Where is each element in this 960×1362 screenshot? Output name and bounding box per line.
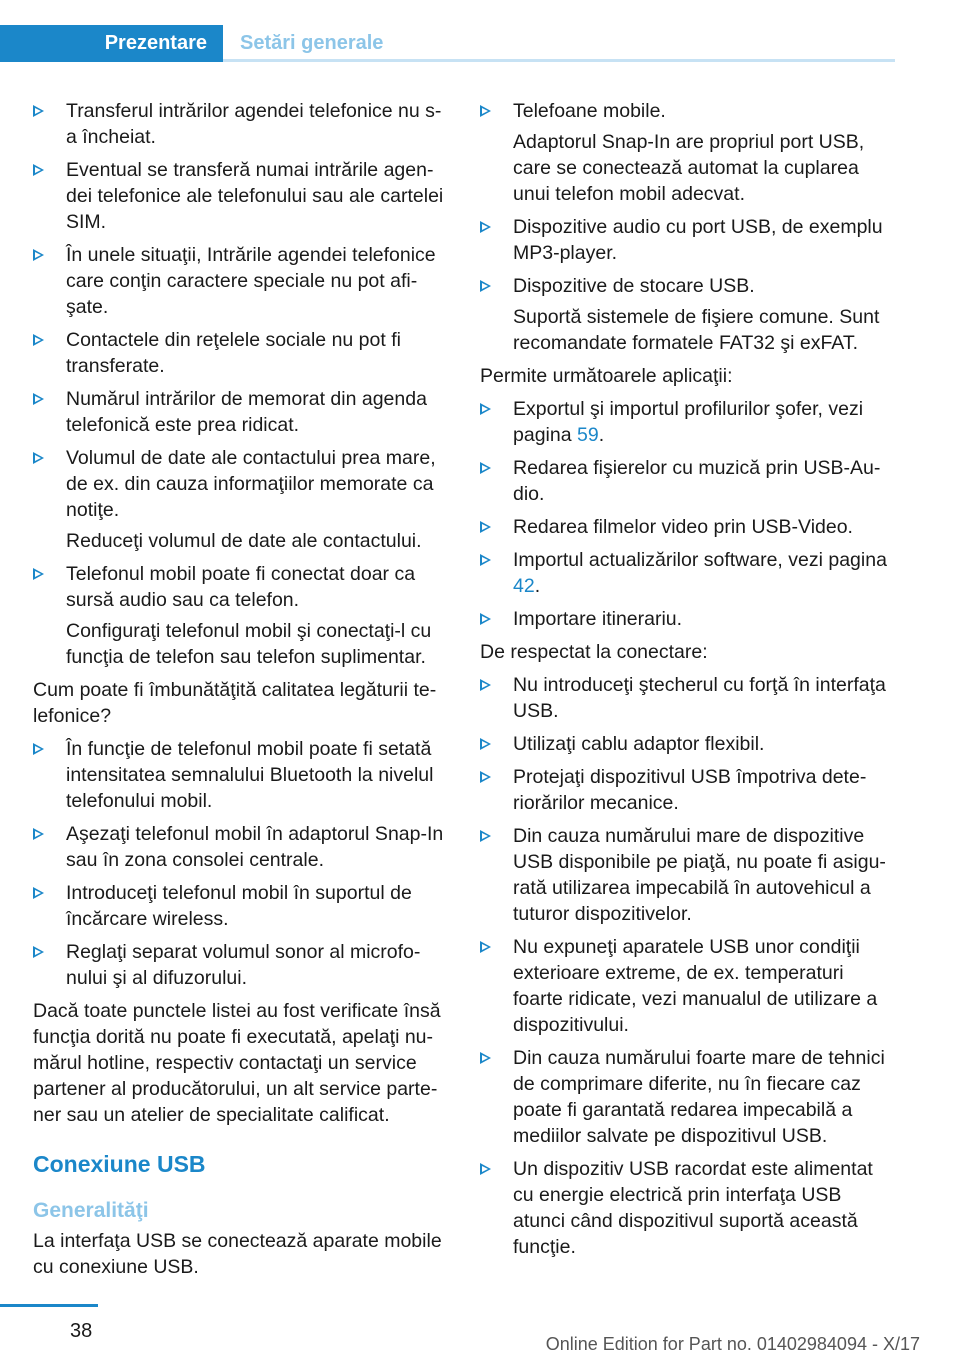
triangle-bullet-icon [480, 403, 491, 415]
triangle-bullet-icon [33, 743, 44, 755]
triangle-bullet-icon [480, 941, 491, 953]
list-item: Transferul intrărilor agendei telefonice nu s-a încheiat. [33, 98, 449, 150]
edition-text: Online Edition for Part no. 01402984094 - X/17 [545, 1334, 920, 1354]
list-item: Dispozitive audio cu port USB, de exemplu MP3-player. [480, 214, 896, 266]
list-item-note: Configuraţi telefonul mobil şi conectaţi-l cu funcţia de telefon sau telefon suplimentar. [66, 620, 432, 668]
list-item: Dispozitive de stocare USB. [480, 273, 896, 299]
triangle-bullet-icon [480, 221, 491, 233]
header-divider [223, 59, 895, 62]
triangle-bullet-icon [33, 105, 44, 117]
list-item: Eventual se transferă numai intrările agendei telefonice ale telefonului sau ale cartelei SIM. [33, 157, 449, 235]
list-item: Un dispozitiv USB racordat este alimentat cu energie electrică prin interfaţa USB atunci când dispozitivul suportă această funcţie. [480, 1156, 896, 1260]
list-item: Din cauza numărului foarte mare de tehnici de comprimare diferite, nu în fiecare caz poate fi garantată redarea impecabilă a mediilor salvate pe dispozitivul USB. [480, 1045, 896, 1149]
list-item-note: Adaptorul Snap-In are propriul port USB, care se conectează automat la cuplarea unui telefon mobil adecvat. [513, 131, 865, 205]
triangle-bullet-icon [480, 771, 491, 783]
triangle-bullet-icon [480, 1163, 491, 1175]
list-item: Nu expuneţi aparatele USB unor condiţii exterioare extreme, de ex. temperaturi foarte ridicate, vezi manualul de utilizare a dispozitivului. [480, 934, 896, 1038]
list-item: Telefoane mobile. [480, 98, 896, 124]
triangle-bullet-icon [33, 249, 44, 261]
list-item: Redarea fişierelor cu muzică prin USB-Audio. [480, 455, 896, 507]
section-title: Conexiune USB [33, 1151, 206, 1177]
triangle-bullet-icon [480, 613, 491, 625]
triangle-bullet-icon [480, 554, 491, 566]
list-item: Importul actualizărilor software, vezi pagina 42. [480, 547, 896, 599]
page-link-42[interactable]: 42 [513, 575, 535, 597]
list-item: În unele situaţii, Intrările agendei telefonice care conţin caractere speciale nu pot afişate. [33, 242, 449, 320]
left-column [33, 98, 449, 1287]
footer-accent-line [0, 1304, 98, 1307]
triangle-bullet-icon [33, 452, 44, 464]
list-item: Contactele din reţelele sociale nu pot fi transferate. [33, 327, 449, 379]
list-item: În funcţie de telefonul mobil poate fi setată intensitatea semnalului Bluetooth la nivelul telefonului mobil. [33, 736, 449, 814]
right-column [480, 98, 896, 1267]
triangle-bullet-icon [480, 521, 491, 533]
page-link-59[interactable]: 59 [576, 424, 599, 446]
subsection-title: Generalităţi [33, 1199, 149, 1222]
page-header [0, 0, 960, 62]
list-item: Telefonul mobil poate fi conectat doar ca sursă audio sau ca telefon. [33, 561, 449, 613]
triangle-bullet-icon [480, 462, 491, 474]
closing-paragraph: Dacă toate punctele listei au fost verificate însă funcţia dorită nu poate fi executată, apelaţi numărul hotline, respectiv contactaţi un service partener al producătorului, un alt service partener sau un atelier de specialitate calificat. [33, 1000, 441, 1126]
triangle-bullet-icon [480, 830, 491, 842]
list-item-note: Reduceţi volumul de date ale contactului. [66, 530, 422, 552]
list-item: Exportul şi importul profilurilor şofer, vezi pagina 59. [480, 396, 896, 448]
question-paragraph: Cum poate fi îmbunătăţită calitatea legăturii telefonice? [33, 679, 437, 727]
triangle-bullet-icon [480, 105, 491, 117]
triangle-bullet-icon [480, 738, 491, 750]
apps-intro: Permite următoarele aplicaţii: [480, 365, 733, 387]
list-item: Numărul intrărilor de memorat din agenda telefonică este prea ridicat. [33, 386, 449, 438]
list-item-note: Suportă sistemele de fişiere comune. Sunt recomandate formatele FAT32 şi exFAT. [513, 306, 880, 354]
list-item: Aşezaţi telefonul mobil în adaptorul Snap-In sau în zona consolei centrale. [33, 821, 449, 873]
tab-prezentare[interactable]: Prezentare [0, 25, 223, 62]
list-item: Volumul de date ale contactului prea mare, de ex. din cauza informaţiilor memorate ca notiţe. [33, 445, 449, 523]
tab-setari-generale[interactable]: Setări generale [240, 32, 384, 54]
triangle-bullet-icon [480, 679, 491, 691]
list-item: Din cauza numărului mare de dispozitive USB disponibile pe piaţă, nu poate fi asigurată utilizarea impecabilă în autovehicul a tuturor dispozitivelor. [480, 823, 896, 927]
triangle-bullet-icon [33, 393, 44, 405]
triangle-bullet-icon [33, 946, 44, 958]
list-item: Redarea filmelor video prin USB-Video. [480, 514, 896, 540]
triangle-bullet-icon [480, 1052, 491, 1064]
list-item: Importare itinerariu. [480, 606, 896, 632]
notes-intro: De respectat la conectare: [480, 641, 708, 663]
list-item: Reglaţi separat volumul sonor al microfonului şi al difuzorului. [33, 939, 449, 991]
list-item: Nu introduceţi ştecherul cu forţă în interfaţa USB. [480, 672, 896, 724]
triangle-bullet-icon [33, 334, 44, 346]
page-number: 38 [70, 1320, 93, 1342]
list-item: Utilizaţi cablu adaptor flexibil. [480, 731, 896, 757]
triangle-bullet-icon [33, 828, 44, 840]
intro-paragraph: La interfaţa USB se conectează aparate mobile cu conexiune USB. [33, 1230, 442, 1278]
triangle-bullet-icon [33, 164, 44, 176]
triangle-bullet-icon [33, 568, 44, 580]
list-item: Introduceţi telefonul mobil în suportul de încărcare wireless. [33, 880, 449, 932]
list-item: Protejaţi dispozitivul USB împotriva deteriorărilor mecanice. [480, 764, 896, 816]
triangle-bullet-icon [480, 280, 491, 292]
triangle-bullet-icon [33, 887, 44, 899]
